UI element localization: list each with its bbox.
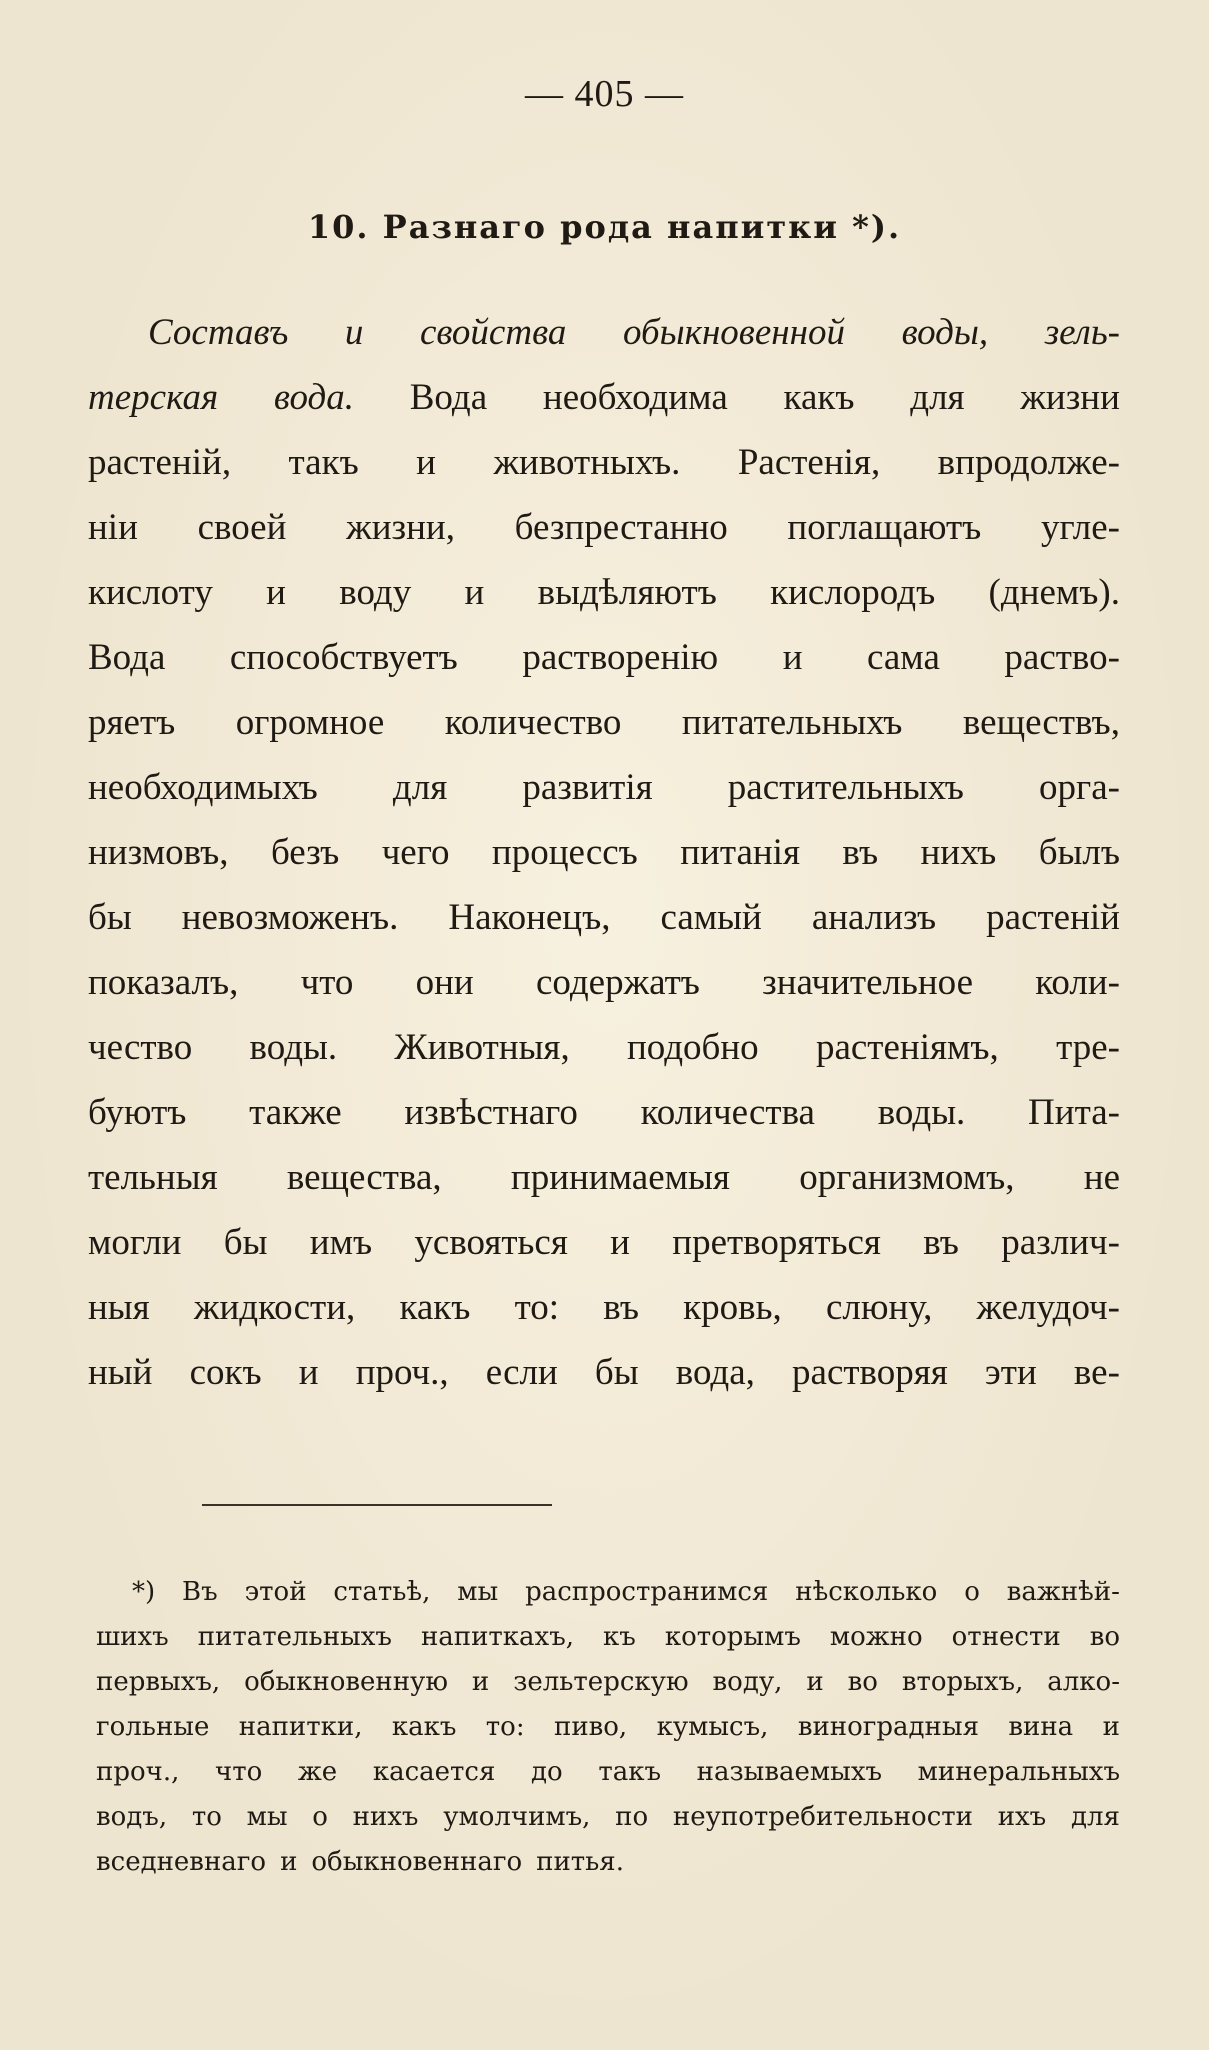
word: вещества, [286, 1157, 442, 1198]
footnote-divider [202, 1504, 552, 1506]
word: о [964, 1577, 980, 1607]
word: шихъ [96, 1622, 169, 1652]
word: виноградныя [797, 1712, 979, 1742]
word: во [1089, 1622, 1120, 1652]
word: своей [197, 507, 287, 548]
word: веществъ, [962, 702, 1120, 743]
word: и [344, 312, 364, 353]
footnote-line [96, 1840, 1120, 1885]
word: для [910, 377, 965, 418]
word: воды, [901, 312, 989, 353]
word: количества [640, 1092, 815, 1133]
word: ныя [88, 1287, 150, 1328]
word: вина [1008, 1712, 1074, 1742]
word: вода. [273, 377, 354, 418]
word: первыхъ, [96, 1667, 221, 1697]
word: называемыхъ [696, 1757, 883, 1787]
word: кумысъ, [656, 1712, 769, 1742]
word: ихъ [997, 1802, 1047, 1832]
word: питательныхъ [197, 1622, 392, 1652]
word: бы [223, 1222, 268, 1263]
word: воду [339, 572, 412, 613]
word: усвояться [414, 1222, 568, 1263]
word: орга- [1039, 767, 1120, 808]
word: значительное [762, 962, 974, 1003]
word: Вода [88, 637, 166, 678]
word: по [615, 1802, 649, 1832]
word: Составъ [148, 312, 289, 353]
word: растворяя [792, 1352, 948, 1393]
word: принимаемыя [510, 1157, 730, 1198]
word: ный [88, 1352, 153, 1393]
page-number: — 405 — [525, 73, 684, 115]
word: (днемъ). [988, 572, 1120, 613]
word: сама [867, 637, 940, 678]
footnote-line [96, 1795, 1120, 1840]
word: ве- [1073, 1352, 1120, 1393]
word: сокъ [189, 1352, 262, 1393]
word: слюну, [825, 1287, 933, 1328]
word: обыкновенную [244, 1667, 448, 1697]
word: способствуетъ [229, 637, 458, 678]
text-line [88, 1145, 1120, 1210]
word: жизни, [346, 507, 455, 548]
word: напиткахъ, [420, 1622, 575, 1652]
word: обыкновенной [622, 312, 845, 353]
word: содержатъ [535, 962, 700, 1003]
text-line [88, 365, 1120, 430]
text-line [88, 820, 1120, 885]
footnote-line [96, 1615, 1120, 1660]
word: коли- [1035, 962, 1120, 1003]
word: животныхъ. [493, 442, 681, 483]
word: поглащаютъ [787, 507, 982, 548]
word: и [806, 1667, 824, 1697]
word: питанія [680, 832, 800, 873]
word: умолчимъ, [443, 1802, 591, 1832]
word: желудоч- [976, 1287, 1120, 1328]
text-line [88, 950, 1120, 1015]
word: что [300, 962, 354, 1003]
word: мы [246, 1802, 288, 1832]
word: же [297, 1757, 338, 1787]
word: показалъ, [88, 962, 239, 1003]
word: Вода [409, 377, 488, 418]
word: чество [88, 1027, 193, 1068]
word: и [464, 572, 485, 613]
word: раство- [1004, 637, 1120, 678]
word: вторыхъ, [901, 1667, 1024, 1697]
word: нихъ [920, 832, 997, 873]
word: статьѣ, [333, 1577, 431, 1607]
word: самый [660, 897, 762, 938]
word: организмомъ, [799, 1157, 1015, 1198]
word: бы [88, 897, 132, 938]
word: растительныхъ [727, 767, 964, 808]
word: свойства [419, 312, 567, 353]
word: и [1102, 1712, 1120, 1742]
footnote-line [96, 1705, 1120, 1750]
word: зель- [1044, 312, 1120, 353]
word: и [782, 637, 803, 678]
word: зельтерскую [513, 1667, 689, 1697]
footnote-line [96, 1570, 1120, 1615]
text-line [88, 560, 1120, 625]
word: минеральныхъ [917, 1757, 1120, 1787]
word: тре- [1056, 1027, 1120, 1068]
word: кислородъ [770, 572, 936, 613]
word: воды. [877, 1092, 966, 1133]
word: подобно [626, 1027, 759, 1068]
word: распространимся [525, 1577, 769, 1607]
word: необходимыхъ [88, 767, 318, 808]
word: кровь, [683, 1287, 782, 1328]
word: для [392, 767, 448, 808]
word: растеніямъ, [815, 1027, 999, 1068]
word: угле- [1040, 507, 1120, 548]
word: какъ [391, 1712, 457, 1742]
word: алко- [1047, 1667, 1120, 1697]
text-line [88, 885, 1120, 950]
word: они [415, 962, 474, 1003]
word: касается [372, 1757, 496, 1787]
word: нѣсколько [795, 1577, 938, 1607]
word: эти [984, 1352, 1037, 1393]
word: чего [381, 832, 450, 873]
footnote [96, 1570, 1120, 1885]
word: до [531, 1757, 563, 1787]
word: важнѣй- [1006, 1577, 1120, 1607]
word: бы [594, 1352, 639, 1393]
word: не [1083, 1157, 1120, 1198]
word: претворяться [672, 1222, 881, 1263]
word: и [280, 1847, 298, 1877]
word: къ [603, 1622, 636, 1652]
word: гольные [96, 1712, 210, 1742]
word: въ [603, 1287, 639, 1328]
word: такъ [598, 1757, 662, 1787]
word: низмовъ, [88, 832, 229, 873]
word: и [266, 572, 286, 613]
text-line [88, 1080, 1120, 1145]
word: этой [244, 1577, 307, 1607]
word: о [312, 1802, 328, 1832]
word: мы [457, 1577, 499, 1607]
main-paragraph [88, 300, 1120, 1405]
word: питательныхъ [681, 702, 903, 743]
footnote-line [96, 1660, 1120, 1705]
word: вседневнаго [96, 1847, 267, 1877]
text-line [88, 1340, 1120, 1405]
word: жизни [1020, 377, 1120, 418]
section-heading: 10. Разнаго рода напитки *). [307, 208, 902, 246]
word: Въ [182, 1577, 218, 1607]
word: питья. [536, 1847, 624, 1877]
word: для [1070, 1802, 1120, 1832]
word: терская [88, 377, 219, 418]
word: жидкости, [193, 1287, 356, 1328]
word: то [191, 1802, 222, 1832]
word: безпрестанно [514, 507, 728, 548]
word: буютъ [88, 1092, 187, 1133]
word: ряетъ [88, 702, 176, 743]
word: Животныя, [394, 1027, 570, 1068]
word: впродолже- [937, 442, 1120, 483]
word: необходима [542, 377, 728, 418]
word: въ [923, 1222, 959, 1263]
word: количество [444, 702, 622, 743]
word: растеній, [88, 442, 232, 483]
word: Растенія, [737, 442, 881, 483]
word: Наконецъ, [448, 897, 611, 938]
word: воды. [249, 1027, 338, 1068]
word: напитки, [238, 1712, 363, 1742]
word: проч., [96, 1757, 180, 1787]
word: если [485, 1352, 558, 1393]
text-line [88, 1275, 1120, 1340]
word: и [416, 442, 436, 483]
word: выдѣляютъ [537, 572, 717, 613]
word: водъ, [96, 1802, 168, 1832]
word: воду, [712, 1667, 783, 1697]
word: то: [514, 1287, 560, 1328]
footnote-line [96, 1750, 1120, 1795]
word: кислоту [88, 572, 213, 613]
word: растеній [986, 897, 1120, 938]
word: какъ [783, 377, 855, 418]
word: различ- [1001, 1222, 1120, 1263]
text-line [88, 430, 1120, 495]
text-line [88, 300, 1120, 365]
word: могли [88, 1222, 182, 1263]
word: проч., [355, 1352, 449, 1393]
word: и [298, 1352, 319, 1393]
word: неупотребительности [672, 1802, 973, 1832]
word: Пита- [1028, 1092, 1120, 1133]
word: развитія [522, 767, 653, 808]
text-line [88, 755, 1120, 820]
word: то: [485, 1712, 525, 1742]
word: невозможенъ. [181, 897, 399, 938]
word: нихъ [352, 1802, 419, 1832]
word: также [249, 1092, 342, 1133]
word: растворенію [522, 637, 719, 678]
word: такъ [288, 442, 359, 483]
text-line [88, 1015, 1120, 1080]
text-line [88, 1210, 1120, 1275]
word: безъ [270, 832, 340, 873]
word: *) [132, 1577, 156, 1607]
word: пиво, [553, 1712, 628, 1742]
word: что [215, 1757, 263, 1787]
word: извѣстнаго [404, 1092, 578, 1133]
text-line [88, 495, 1120, 560]
word: былъ [1038, 832, 1120, 873]
word: имъ [309, 1222, 373, 1263]
word: можно [829, 1622, 923, 1652]
word: тельныя [88, 1157, 218, 1198]
word: и [610, 1222, 630, 1263]
word: какъ [399, 1287, 471, 1328]
word: и [471, 1667, 490, 1697]
word: анализъ [811, 897, 937, 938]
word: во [847, 1667, 878, 1697]
word: огромное [235, 702, 385, 743]
word: процессъ [491, 832, 638, 873]
text-line [88, 625, 1120, 690]
word: ніи [88, 507, 138, 548]
text-line [88, 690, 1120, 755]
word: вода, [675, 1352, 755, 1393]
word: которымъ [664, 1622, 801, 1652]
word: отнести [951, 1622, 1061, 1652]
word: въ [842, 832, 879, 873]
word: обыкновеннаго [311, 1847, 523, 1877]
